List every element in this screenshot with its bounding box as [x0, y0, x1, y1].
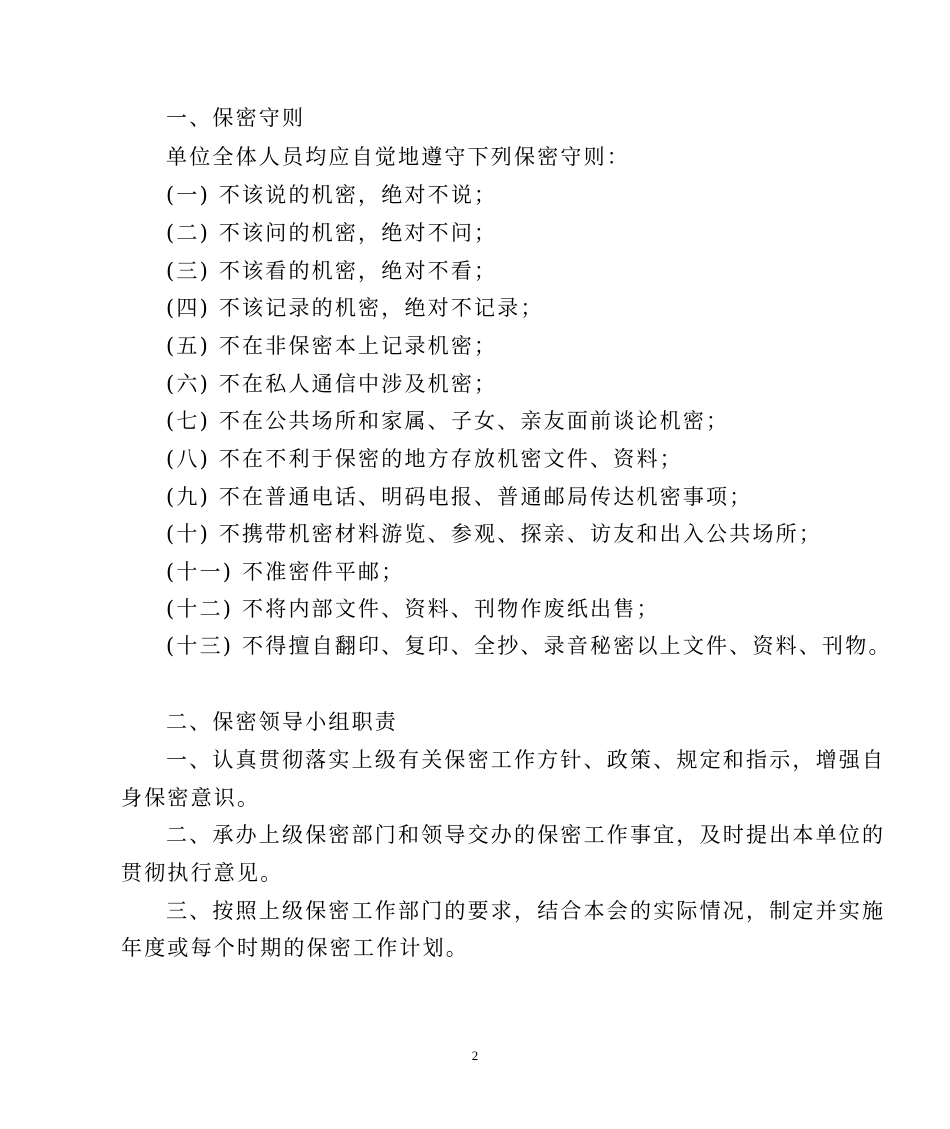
section-2-heading: 二、保密领导小组职责 [166, 710, 398, 734]
rule-item: (十一) 不准密件平邮； [166, 560, 405, 584]
duty-item-line: 贯彻执行意见。 [121, 861, 284, 885]
rule-item: (八) 不在不利于保密的地方存放机密文件、资料； [166, 447, 683, 471]
duty-item-line: 身保密意识。 [121, 786, 261, 810]
page-number: 2 [471, 1048, 479, 1063]
rule-item: (五) 不在非保密本上记录机密； [166, 334, 498, 358]
duty-item-line: 年度或每个时期的保密工作计划。 [121, 936, 469, 960]
duty-item-line: 二、承办上级保密部门和领导交办的保密工作事宜，及时提出本单位的 [166, 823, 886, 847]
rule-item: (三) 不该看的机密，绝对不看； [166, 259, 498, 283]
rule-item: (四) 不该记录的机密，绝对不记录； [166, 296, 544, 320]
duty-item-line: 一、认真贯彻落实上级有关保密工作方针、政策、规定和指示，增强自 [166, 748, 886, 772]
rule-item: (十三) 不得擅自翻印、复印、全抄、录音秘密以上文件、资料、刊物。 [166, 634, 892, 658]
rule-item: (六) 不在私人通信中涉及机密； [166, 372, 498, 396]
rule-item: (七) 不在公共场所和家属、子女、亲友面前谈论机密； [166, 409, 730, 433]
rule-item: (九) 不在普通电话、明码电报、普通邮局传达机密事项； [166, 485, 753, 509]
rule-item: (十) 不携带机密材料游览、参观、探亲、访友和出入公共场所； [166, 522, 823, 546]
rule-item: (一) 不该说的机密，绝对不说； [166, 183, 498, 207]
section-1-intro: 单位全体人员均应自觉地遵守下列保密守则： [166, 145, 630, 169]
duty-item-line: 三、按照上级保密工作部门的要求，结合本会的实际情况，制定并实施 [166, 899, 886, 923]
rule-item: (二) 不该问的机密，绝对不问； [166, 221, 498, 245]
section-1-heading: 一、保密守则 [166, 106, 306, 130]
rule-item: (十二) 不将内部文件、资料、刊物作废纸出售； [166, 597, 660, 621]
